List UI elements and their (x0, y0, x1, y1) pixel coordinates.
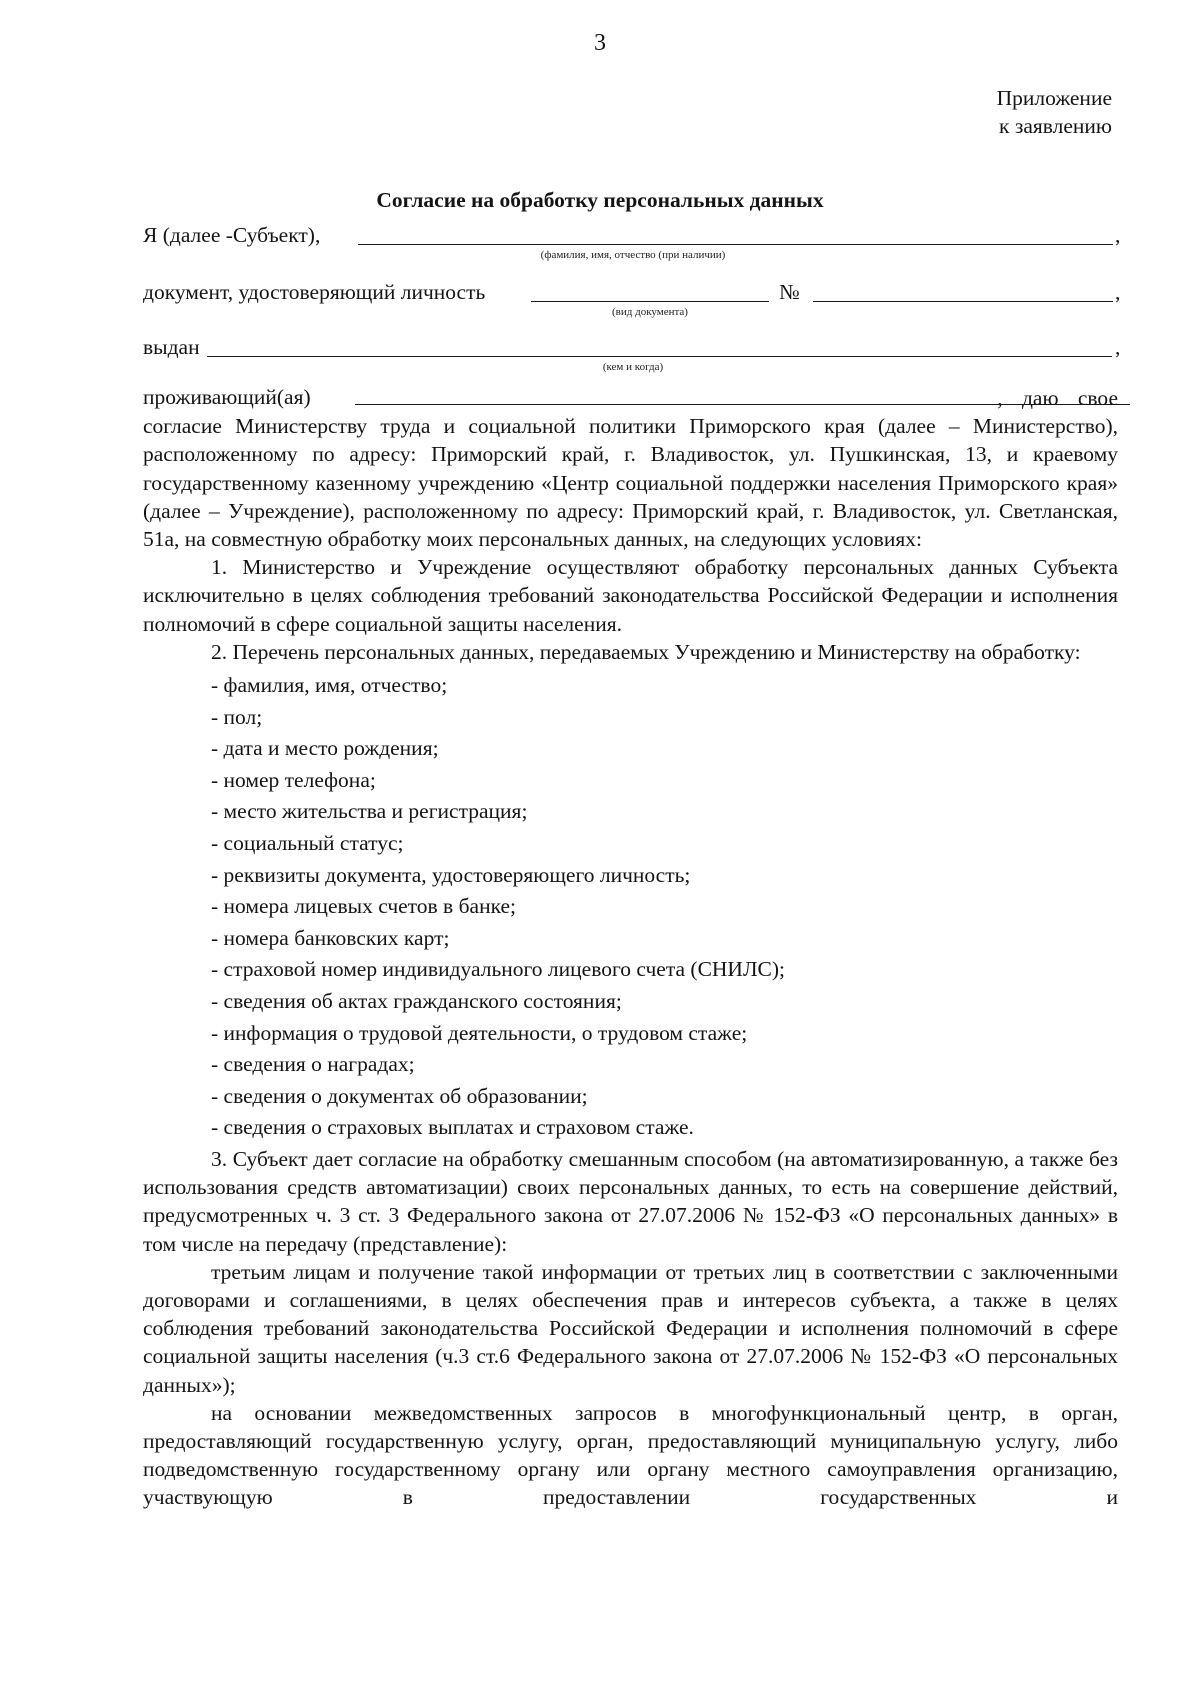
paragraph-5: на основании межведомственных запросов в многофункциональный центр, в орган, предоставляющий государственную услугу, орган, предоставляющий муниципальную услугу, либо подведомственную государственному органу или органу местного самоуправления организацию, участвующую в предоставлении государственных и (143, 1400, 1118, 1510)
paragraph-2: 2. Перечень персональных данных, передаваемых Учреждению и Министерству на обработку: (211, 639, 1081, 664)
identity-document-field[interactable] (143, 279, 1121, 319)
subject-name-field[interactable] (143, 222, 1121, 262)
subject-end-comma: , (1115, 223, 1121, 247)
issued-by-field[interactable] (143, 334, 1121, 374)
list-item: - номера банковских карт; (211, 925, 450, 950)
document-type-line[interactable] (531, 301, 769, 302)
document-body (143, 384, 1118, 1512)
consent-intro-paragraph: согласие Министерству труда и социальной политики Приморского края (далее – Министерство), расположенному по адресу: Приморский край, г. Владивосток, ул. Пушкинская, 13, и краевому государственному казенному учреждению «Центр социальной поддержки населения Приморского края» (далее – Учреждение), расположенному по адресу: Приморский край, г. Владивосток, ул. Светланская, 51а, на совместную обработку моих персональных данных, на следующих условиях: (143, 414, 1118, 551)
paragraph-4: третьим лицам и получение такой информации от третьих лиц в соответствии с заключенными договорами и соглашениями, в целях обеспечения прав и интересов субъекта, а также в целях соблюдения требований законодательства Российской Федерации и исполнения полномочий в сфере социальной защиты населения (ч.3 ст.6 Федерального закона от 27.07.2006 № 152-ФЗ «О персональных данных»); (143, 1259, 1118, 1397)
issued-by-line[interactable] (207, 356, 1112, 357)
document-title: Согласие на обработку персональных данных (376, 188, 824, 212)
list-item: - реквизиты документа, удостоверяющего личность; (211, 862, 691, 887)
page-number: 3 (594, 30, 606, 56)
document-caption: (вид документа) (612, 306, 688, 318)
list-item: - сведения об актах гражданского состояния; (211, 988, 622, 1013)
issued-label: выдан (143, 335, 200, 359)
list-item: - номера лицевых счетов в банке; (211, 894, 516, 919)
issued-caption: (кем и когда) (602, 361, 664, 373)
list-item: - сведения о страховых выплатах и страховом стаже. (211, 1115, 694, 1140)
list-item: - социальный статус; (211, 830, 404, 855)
document-number-label: № (779, 280, 800, 304)
subject-name-line[interactable] (358, 244, 1113, 245)
paragraph-3: 3. Субъект дает согласие на обработку смешанным способом (на автоматизированную, а также без использования средств автоматизации) своих персональных данных, то есть на совершение действий, предусмотренных ч. 3 ст. 3 Федерального закона от 27.07.2006 № 152-ФЗ «О персональных данных» в том числе на передачу (представление): (143, 1146, 1118, 1256)
appendix-note (997, 84, 1112, 140)
appendix-line-2: к заявлению (999, 114, 1112, 138)
residence-line[interactable] (143, 384, 1118, 412)
personal-data-list (143, 671, 1118, 1145)
list-item: - дата и место рождения; (211, 736, 439, 761)
list-item: - номер телефона; (211, 767, 376, 792)
appendix-line-1: Приложение (996, 86, 1112, 110)
residence-end-text: , даю свое (997, 386, 1118, 410)
list-item: - сведения о документах об образовании; (211, 1083, 588, 1108)
document-end-comma: , (1115, 280, 1121, 304)
list-item: - страховой номер индивидуального лицевого счета (СНИЛС); (211, 957, 786, 982)
residence-label: проживающий(ая) (143, 385, 311, 409)
subject-caption: (фамилия, имя, отчество (при наличии) (540, 249, 726, 261)
list-item: - пол; (211, 704, 263, 729)
list-item: - фамилия, имя, отчество; (211, 673, 448, 698)
document-number-line[interactable] (813, 301, 1113, 302)
subject-label: Я (далее -Субъект), (143, 223, 321, 247)
list-item: - сведения о наградах; (211, 1052, 415, 1077)
document-label: документ, удостоверяющий личность (143, 280, 486, 304)
paragraph-1: 1. Министерство и Учреждение осуществляют обработку персональных данных Субъекта исключительно в целях соблюдения требований законодательства Российской Федерации и исполнения полномочий в сфере социальной защиты населения. (143, 555, 1118, 636)
list-item: - информация о трудовой деятельности, о трудовом стаже; (211, 1020, 748, 1045)
issued-end-comma: , (1115, 335, 1121, 359)
list-item: - место жительства и регистрация; (211, 799, 528, 824)
